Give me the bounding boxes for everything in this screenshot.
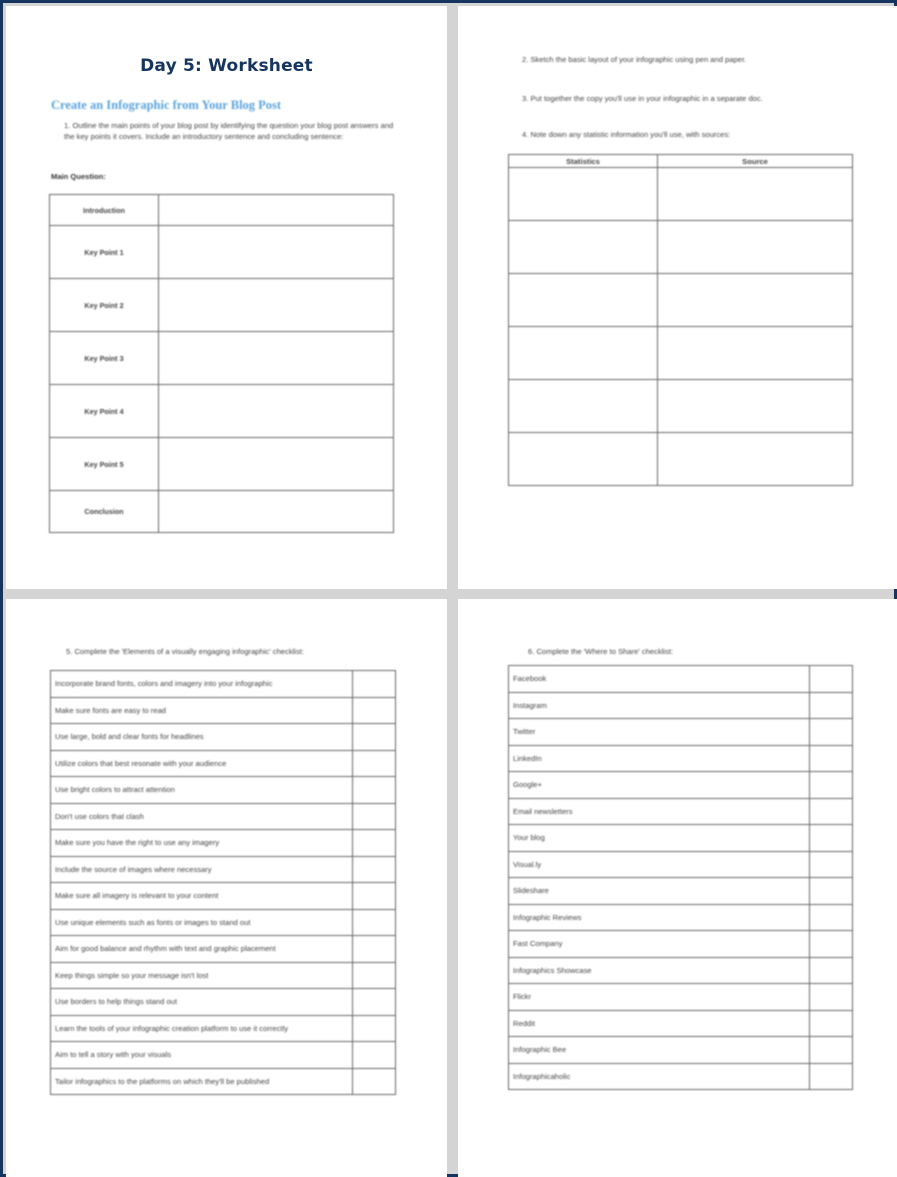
checklist-item	[51, 1042, 396, 1069]
checklist-item-text: Incorporate brand fonts, colors and imagery into your infographic	[51, 671, 353, 698]
share-checkbox[interactable]	[810, 957, 853, 984]
share-item	[509, 719, 853, 746]
checklist-item-text: Use unique elements such as fonts or images to stand out	[51, 909, 353, 936]
share-checkbox[interactable]	[810, 692, 853, 719]
share-item-text: Reddit	[509, 1010, 810, 1037]
outline-row-label: Introduction	[50, 195, 159, 226]
checklist-checkbox[interactable]	[353, 883, 396, 910]
checklist-item	[51, 777, 396, 804]
share-item-text: Infographicaholic	[509, 1063, 810, 1090]
checklist-item	[51, 724, 396, 751]
outline-row-field[interactable]	[159, 385, 394, 438]
share-checkbox[interactable]	[810, 666, 853, 693]
statistics-row	[509, 327, 853, 380]
statistics-column-header: Statistics	[509, 155, 658, 168]
statistic-field[interactable]	[509, 168, 658, 221]
outline-row-field[interactable]	[159, 332, 394, 385]
statistics-row	[509, 221, 853, 274]
checklist-item-text: Make sure fonts are easy to read	[51, 697, 353, 724]
checklist-item-text: Use large, bold and clear fonts for headlines	[51, 724, 353, 751]
statistic-field[interactable]	[509, 433, 658, 486]
checklist-item	[51, 750, 396, 777]
checklist-item	[51, 883, 396, 910]
checklist-checkbox[interactable]	[353, 989, 396, 1016]
share-item-text: Visual.ly	[509, 851, 810, 878]
checklist-item	[51, 803, 396, 830]
checklist-checkbox[interactable]	[353, 962, 396, 989]
share-item	[509, 666, 853, 693]
share-item-text: Flickr	[509, 984, 810, 1011]
outline-row	[50, 332, 394, 385]
share-item	[509, 878, 853, 905]
step-6-text: 6. Complete the 'Where to Share' checklist:	[528, 647, 674, 656]
outline-row-label: Key Point 3	[50, 332, 159, 385]
checklist-item	[51, 936, 396, 963]
outline-row-label: Key Point 2	[50, 279, 159, 332]
share-item	[509, 1063, 853, 1090]
share-item-text: LinkedIn	[509, 745, 810, 772]
share-checkbox[interactable]	[810, 745, 853, 772]
outline-table	[49, 194, 394, 533]
checklist-checkbox[interactable]	[353, 697, 396, 724]
share-checkbox[interactable]	[810, 719, 853, 746]
checklist-checkbox[interactable]	[353, 830, 396, 857]
statistic-field[interactable]	[509, 221, 658, 274]
source-field[interactable]	[658, 433, 853, 486]
checklist-item-text: Keep things simple so your message isn't lost	[51, 962, 353, 989]
share-item	[509, 851, 853, 878]
elements-checklist	[50, 670, 396, 1095]
statistic-field[interactable]	[509, 274, 658, 327]
share-checkbox[interactable]	[810, 1063, 853, 1090]
page-2	[458, 6, 897, 589]
checklist-item-text: Include the source of images where necessary	[51, 856, 353, 883]
checklist-item-text: Make sure all imagery is relevant to your content	[51, 883, 353, 910]
checklist-item-text: Learn the tools of your infographic creation platform to use it correctly	[51, 1015, 353, 1042]
share-item	[509, 745, 853, 772]
source-field[interactable]	[658, 327, 853, 380]
checklist-item-text: Use bright colors to attract attention	[51, 777, 353, 804]
share-item-text: Facebook	[509, 666, 810, 693]
checklist-checkbox[interactable]	[353, 724, 396, 751]
checklist-checkbox[interactable]	[353, 803, 396, 830]
checklist-checkbox[interactable]	[353, 671, 396, 698]
share-checkbox[interactable]	[810, 772, 853, 799]
share-item-text: Infographic Reviews	[509, 904, 810, 931]
page-1	[6, 6, 447, 589]
outline-row	[50, 385, 394, 438]
outline-row-field[interactable]	[159, 438, 394, 491]
outline-row	[50, 438, 394, 491]
page-4	[458, 599, 897, 1177]
checklist-item	[51, 989, 396, 1016]
statistic-field[interactable]	[509, 327, 658, 380]
share-checkbox[interactable]	[810, 931, 853, 958]
statistics-table	[508, 154, 853, 486]
checklist-checkbox[interactable]	[353, 856, 396, 883]
main-question-label: Main Question:	[51, 172, 106, 181]
checklist-item-text: Utilize colors that best resonate with your audience	[51, 750, 353, 777]
statistics-row	[509, 168, 853, 221]
source-field[interactable]	[658, 380, 853, 433]
source-column-header: Source	[658, 155, 853, 168]
share-checkbox[interactable]	[810, 1037, 853, 1064]
outline-row-label: Key Point 4	[50, 385, 159, 438]
outline-row-field[interactable]	[159, 491, 394, 533]
share-item	[509, 904, 853, 931]
share-item-text: Instagram	[509, 692, 810, 719]
checklist-item-text: Use borders to help things stand out	[51, 989, 353, 1016]
checklist-item	[51, 1015, 396, 1042]
checklist-checkbox[interactable]	[353, 909, 396, 936]
checklist-item-text: Make sure you have the right to use any imagery	[51, 830, 353, 857]
share-item-text: Twitter	[509, 719, 810, 746]
checklist-item	[51, 962, 396, 989]
share-checklist	[508, 665, 853, 1090]
checklist-item-text: Aim for good balance and rhythm with text and graphic placement	[51, 936, 353, 963]
outline-row	[50, 195, 394, 226]
statistics-header-row	[509, 155, 853, 168]
outline-row	[50, 491, 394, 533]
step-3-text: 3. Put together the copy you'll use in your infographic in a separate doc.	[522, 94, 763, 103]
checklist-item	[51, 1068, 396, 1095]
step-2-text: 2. Sketch the basic layout of your infographic using pen and paper.	[522, 55, 747, 64]
outline-row	[50, 279, 394, 332]
share-item	[509, 1037, 853, 1064]
checklist-item-text: Don't use colors that clash	[51, 803, 353, 830]
worksheet-subtitle: Create an Infographic from Your Blog Post	[51, 98, 282, 112]
checklist-checkbox[interactable]	[353, 750, 396, 777]
statistics-row	[509, 433, 853, 486]
step-5-text: 5. Complete the 'Elements of a visually engaging infographic' checklist:	[66, 647, 305, 656]
step-4-text: 4. Note down any statistic information you'll use, with sources:	[522, 130, 731, 139]
share-item	[509, 772, 853, 799]
checklist-item-text: Aim to tell a story with your visuals	[51, 1042, 353, 1069]
share-item-text: Google+	[509, 772, 810, 799]
page-2-content	[458, 6, 897, 589]
outline-row-label: Key Point 5	[50, 438, 159, 491]
share-item-text: Infographic Bee	[509, 1037, 810, 1064]
page-3-content	[6, 599, 447, 1177]
checklist-checkbox[interactable]	[353, 1068, 396, 1095]
outline-row	[50, 226, 394, 279]
share-item-text: Fast Company	[509, 931, 810, 958]
statistic-field[interactable]	[509, 380, 658, 433]
checklist-item	[51, 671, 396, 698]
share-item	[509, 931, 853, 958]
source-field[interactable]	[658, 168, 853, 221]
share-item-text: Slideshare	[509, 878, 810, 905]
share-item	[509, 984, 853, 1011]
checklist-checkbox[interactable]	[353, 1015, 396, 1042]
share-item	[509, 825, 853, 852]
share-checkbox[interactable]	[810, 825, 853, 852]
checklist-checkbox[interactable]	[353, 936, 396, 963]
outline-row-label: Key Point 1	[50, 226, 159, 279]
checklist-checkbox[interactable]	[353, 1042, 396, 1069]
share-item-text: Your blog	[509, 825, 810, 852]
share-checkbox[interactable]	[810, 878, 853, 905]
share-checkbox[interactable]	[810, 851, 853, 878]
share-item	[509, 692, 853, 719]
share-item-text: Email newsletters	[509, 798, 810, 825]
outline-row-label: Conclusion	[50, 491, 159, 533]
source-field[interactable]	[658, 274, 853, 327]
share-checkbox[interactable]	[810, 1010, 853, 1037]
outline-row-field[interactable]	[159, 195, 394, 226]
share-item	[509, 957, 853, 984]
share-item-text: Infographics Showcase	[509, 957, 810, 984]
outline-row-field[interactable]	[159, 279, 394, 332]
statistics-row	[509, 380, 853, 433]
checklist-item	[51, 697, 396, 724]
share-item	[509, 1010, 853, 1037]
share-checkbox[interactable]	[810, 798, 853, 825]
checklist-checkbox[interactable]	[353, 777, 396, 804]
checklist-item-text: Tailor infographics to the platforms on which they'll be published	[51, 1068, 353, 1095]
share-checkbox[interactable]	[810, 984, 853, 1011]
outline-row-field[interactable]	[159, 226, 394, 279]
worksheet-title: Day 5: Worksheet	[140, 56, 313, 76]
checklist-item	[51, 830, 396, 857]
statistics-row	[509, 274, 853, 327]
page-3	[6, 599, 447, 1177]
page-1-content	[6, 6, 447, 589]
source-field[interactable]	[658, 221, 853, 274]
share-item	[509, 798, 853, 825]
checklist-item	[51, 856, 396, 883]
checklist-item	[51, 909, 396, 936]
page-4-content	[458, 599, 897, 1177]
share-checkbox[interactable]	[810, 904, 853, 931]
step-1-text: 1. Outline the main points of your blog post by identifying the question your blog post answers and the key points it covers. Include an introductory sentence and concluding sentence:	[64, 121, 394, 141]
